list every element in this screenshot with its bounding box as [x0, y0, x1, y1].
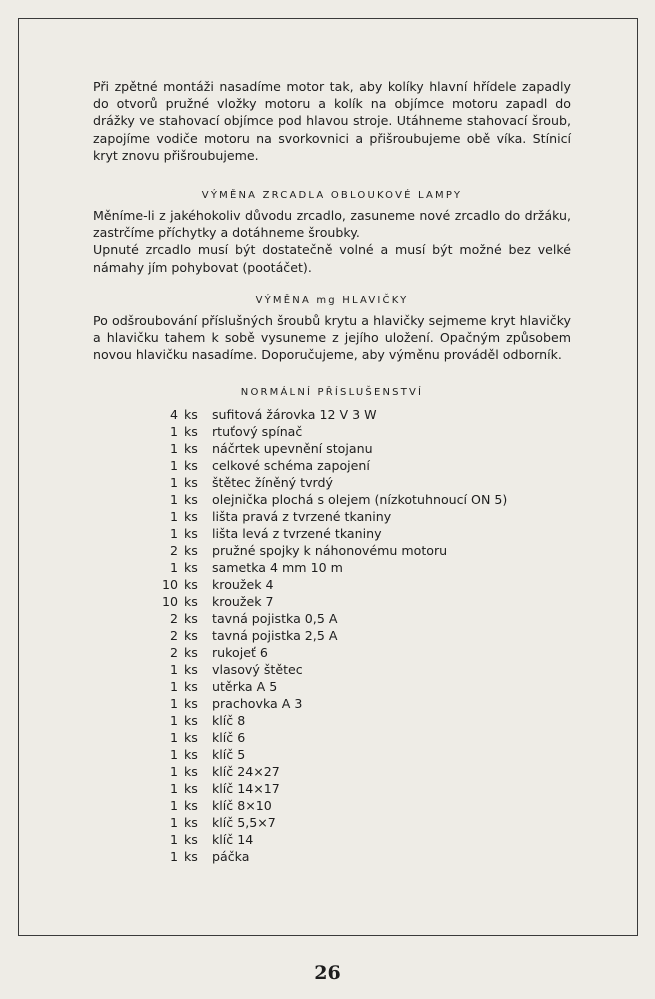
item-unit: ks	[184, 662, 198, 677]
item-quantity: 1	[169, 492, 178, 507]
item-description: klíč 5,5×7	[212, 815, 276, 830]
list-item	[150, 423, 550, 440]
item-quantity: 2	[169, 611, 178, 626]
item-description: náčrtek upevnění stojanu	[212, 441, 373, 456]
item-description: lišta levá z tvrzené tkaniny	[212, 526, 382, 541]
item-quantity: 1	[169, 424, 178, 439]
accessories-list	[150, 406, 550, 865]
list-item	[150, 797, 550, 814]
item-quantity: 1	[169, 713, 178, 728]
item-description: lišta pravá z tvrzené tkaniny	[212, 509, 392, 524]
list-item	[150, 474, 550, 491]
item-description: štětec žíněný tvrdý	[212, 475, 333, 490]
item-unit: ks	[184, 713, 198, 728]
item-unit: ks	[184, 475, 198, 490]
item-unit: ks	[184, 849, 198, 864]
item-quantity: 1	[169, 475, 178, 490]
item-description: celkové schéma zapojení	[212, 458, 370, 473]
reassembly-text: Při zpětné montáži nasadíme motor tak, aby kolíky hlavní hřídele zapadly do otvorů pružné vložky motoru a kolík na objímce motoru zapadl do drážky ve stahovací objímce pod hlavou stroje. Utáhneme stahovací šroub, zapojíme vodiče motoru na svorkovnici a přišroubujeme obě víka. Stínicí kryt znovu přišroubujeme.	[93, 79, 571, 163]
head-replacement-heading: VÝMĚNA mg HLAVIČKY	[255, 295, 409, 306]
item-unit: ks	[184, 645, 198, 660]
item-description: tavná pojistka 2,5 A	[212, 628, 338, 643]
list-item	[150, 406, 550, 423]
item-description: páčka	[212, 849, 250, 864]
item-description: prachovka A 3	[212, 696, 303, 711]
item-quantity: 10	[161, 594, 178, 609]
item-description: rukojeť 6	[212, 645, 268, 660]
item-quantity: 2	[169, 543, 178, 558]
list-item	[150, 746, 550, 763]
list-item	[150, 542, 550, 559]
item-quantity: 1	[169, 832, 178, 847]
item-quantity: 1	[169, 458, 178, 473]
list-item	[150, 491, 550, 508]
page-number: 26	[314, 962, 341, 984]
head-replacement-text: Po odšroubování příslušných šroubů krytu a hlavičky sejmeme kryt hlavičky a hlavičku tahem k sobě vysuneme z jejího uložení. Opačným způsobem novou hlavičku nasadíme. Doporučujeme, aby výměnu prováděl odborník.	[93, 313, 571, 363]
item-description: klíč 14	[212, 832, 254, 847]
item-description: klíč 6	[212, 730, 246, 745]
item-quantity: 1	[169, 849, 178, 864]
item-description: klíč 5	[212, 747, 246, 762]
item-quantity: 1	[169, 781, 178, 796]
item-quantity: 1	[169, 764, 178, 779]
head-replacement-section	[93, 312, 571, 364]
item-description: rtuťový spínač	[212, 424, 303, 439]
item-description: olejnička plochá s olejem (nízkotuhnoucí ON 5)	[212, 492, 508, 507]
item-unit: ks	[184, 832, 198, 847]
reassembly-paragraph	[93, 78, 571, 164]
list-item	[150, 610, 550, 627]
item-unit: ks	[184, 543, 198, 558]
item-unit: ks	[184, 696, 198, 711]
item-description: utěrka A 5	[212, 679, 278, 694]
item-quantity: 1	[169, 747, 178, 762]
accessories-heading: NORMÁLNÍ PŘÍSLUŠENSTVÍ	[240, 387, 424, 398]
item-unit: ks	[184, 747, 198, 762]
item-unit: ks	[184, 781, 198, 796]
item-quantity: 2	[169, 628, 178, 643]
item-quantity: 1	[169, 730, 178, 745]
item-unit: ks	[184, 526, 198, 541]
item-unit: ks	[184, 441, 198, 456]
list-item	[150, 763, 550, 780]
item-description: klíč 8	[212, 713, 246, 728]
list-item	[150, 661, 550, 678]
item-description: tavná pojistka 0,5 A	[212, 611, 338, 626]
item-quantity: 4	[169, 407, 178, 422]
item-description: klíč 8×10	[212, 798, 272, 813]
list-item	[150, 525, 550, 542]
item-unit: ks	[184, 730, 198, 745]
item-quantity: 1	[169, 560, 178, 575]
list-item	[150, 780, 550, 797]
list-item	[150, 831, 550, 848]
item-unit: ks	[184, 611, 198, 626]
item-unit: ks	[184, 628, 198, 643]
item-quantity: 10	[161, 577, 178, 592]
mirror-replacement-section	[93, 207, 571, 276]
mirror-replacement-heading: VÝMĚNA ZRCADLA OBLOUKOVÉ LAMPY	[201, 190, 463, 201]
item-quantity: 1	[169, 815, 178, 830]
item-unit: ks	[184, 577, 198, 592]
list-item	[150, 678, 550, 695]
item-description: klíč 24×27	[212, 764, 280, 779]
list-item	[150, 644, 550, 661]
item-description: sufitová žárovka 12 V 3 W	[212, 407, 377, 422]
item-unit: ks	[184, 458, 198, 473]
item-unit: ks	[184, 798, 198, 813]
item-quantity: 1	[169, 509, 178, 524]
item-quantity: 1	[169, 441, 178, 456]
list-item	[150, 593, 550, 610]
item-description: vlasový štětec	[212, 662, 303, 677]
item-quantity: 1	[169, 526, 178, 541]
list-item	[150, 440, 550, 457]
item-quantity: 1	[169, 679, 178, 694]
item-unit: ks	[184, 509, 198, 524]
list-item	[150, 814, 550, 831]
list-item	[150, 576, 550, 593]
list-item	[150, 729, 550, 746]
item-quantity: 1	[169, 798, 178, 813]
item-unit: ks	[184, 764, 198, 779]
list-item	[150, 508, 550, 525]
item-unit: ks	[184, 407, 198, 422]
mirror-paragraph-2: Upnuté zrcadlo musí být dostatečně volné a musí být možné bez velké námahy jím pohybovat (pootáčet).	[93, 242, 571, 275]
item-unit: ks	[184, 424, 198, 439]
list-item	[150, 627, 550, 644]
list-item	[150, 695, 550, 712]
item-quantity: 2	[169, 645, 178, 660]
item-unit: ks	[184, 815, 198, 830]
item-description: kroužek 7	[212, 594, 274, 609]
list-item	[150, 457, 550, 474]
item-quantity: 1	[169, 662, 178, 677]
item-unit: ks	[184, 560, 198, 575]
list-item	[150, 559, 550, 576]
list-item	[150, 712, 550, 729]
item-quantity: 1	[169, 696, 178, 711]
item-description: kroužek 4	[212, 577, 274, 592]
item-unit: ks	[184, 679, 198, 694]
mirror-paragraph-1: Měníme-li z jakéhokoliv důvodu zrcadlo, zasuneme nové zrcadlo do držáku, zastrčíme příchytky a dotáhneme šroubky.	[93, 208, 571, 241]
item-unit: ks	[184, 492, 198, 507]
item-description: klíč 14×17	[212, 781, 280, 796]
item-unit: ks	[184, 594, 198, 609]
item-description: sametka 4 mm 10 m	[212, 560, 343, 575]
list-item	[150, 848, 550, 865]
item-description: pružné spojky k náhonovému motoru	[212, 543, 448, 558]
